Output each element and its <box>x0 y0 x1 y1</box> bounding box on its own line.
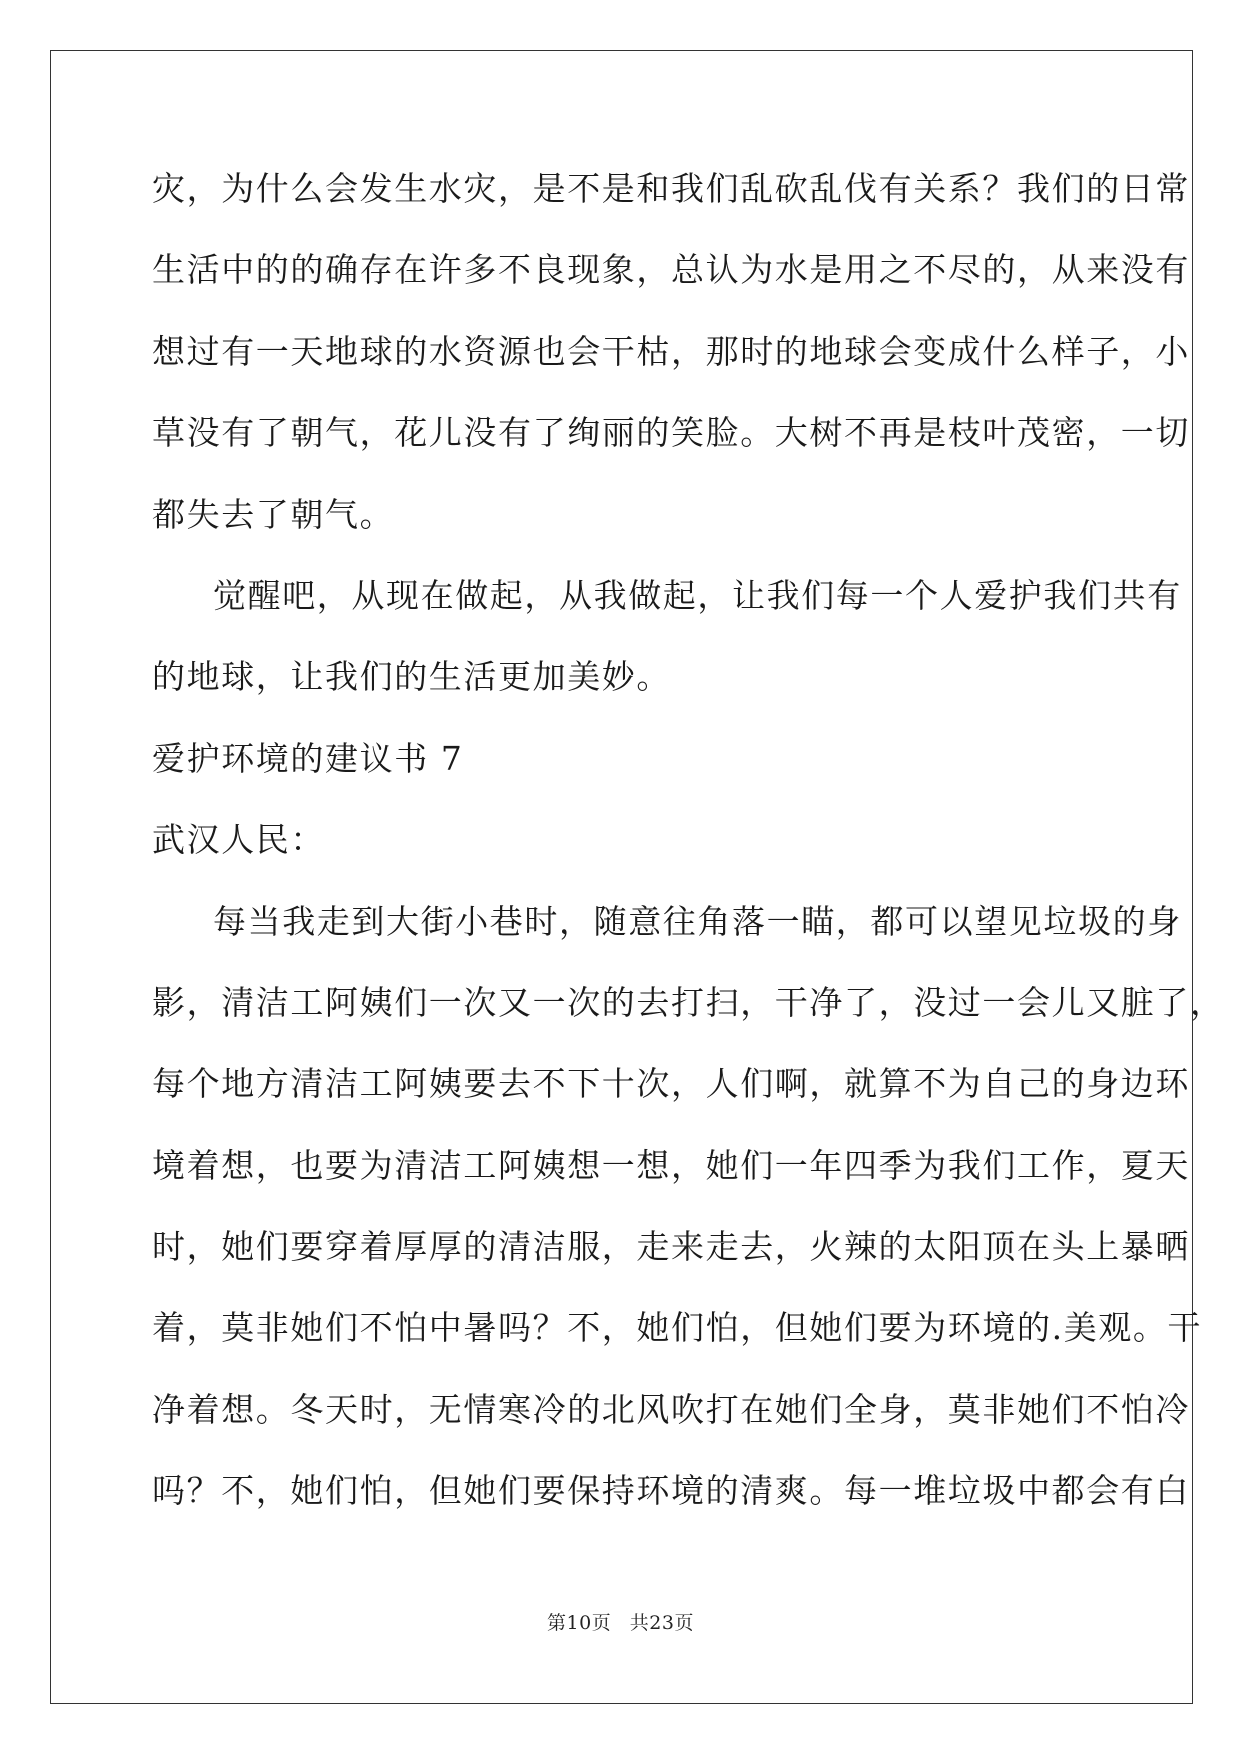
text-line: 时，她们要穿着厚厚的清洁服，走来走去，火辣的太阳顶在头上暴晒 <box>152 1227 1190 1267</box>
section-heading: 爱护环境的建议书 7 <box>152 738 464 778</box>
text-line: 想过有一天地球的水资源也会干枯，那时的地球会变成什么样子，小 <box>152 331 1190 371</box>
text-line: 生活中的的确存在许多不良现象，总认为水是用之不尽的，从来没有 <box>152 250 1190 290</box>
text-line: 的地球，让我们的生活更加美妙。 <box>152 657 671 697</box>
paragraph-start-line: 觉醒吧，从现在做起，从我做起，让我们每一个人爱护我们共有 <box>213 575 1182 615</box>
text-line: 吗？不，她们怕，但她们要保持环境的清爽。每一堆垃圾中都会有白 <box>152 1471 1190 1511</box>
text-line: 都失去了朝气。 <box>152 494 395 534</box>
page-footer <box>0 1608 1241 1635</box>
text-line: 草没有了朝气，花儿没有了绚丽的笑脸。大树不再是枝叶茂密，一切 <box>152 413 1190 453</box>
page-total: 共23页 <box>629 1612 694 1634</box>
text-line: 灾，为什么会发生水灾，是不是和我们乱砍乱伐有关系？我们的日常 <box>152 169 1190 208</box>
text-line: 着，莫非她们不怕中暑吗？不，她们怕，但她们要为环境的.美观。干 <box>152 1308 1203 1348</box>
text-line: 每个地方清洁工阿姨要去不下十次，人们啊，就算不为自己的身边环 <box>152 1064 1190 1104</box>
page-number: 第10页 <box>547 1612 612 1634</box>
paragraph-start-line: 每当我走到大街小巷时，随意往角落一瞄，都可以望见垃圾的身 <box>213 901 1182 941</box>
salutation: 武汉人民： <box>152 820 325 860</box>
text-line: 影，清洁工阿姨们一次又一次的去打扫，干净了，没过一会儿又脏了， <box>152 982 1225 1022</box>
text-line: 净着想。冬天时，无情寒冷的北风吹打在她们全身，莫非她们不怕冷 <box>152 1389 1190 1429</box>
text-line: 境着想，也要为清洁工阿姨想一想，她们一年四季为我们工作，夏天 <box>152 1145 1190 1185</box>
document-body <box>152 160 1225 1544</box>
